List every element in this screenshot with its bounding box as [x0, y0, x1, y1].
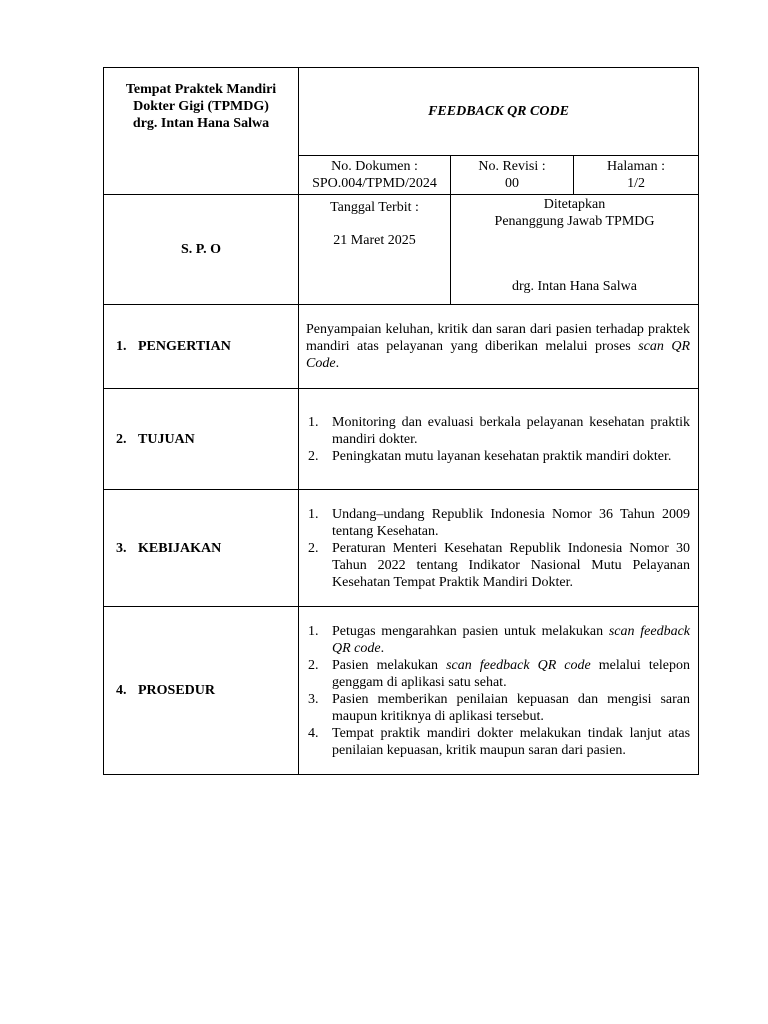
prosedur-content-cell: [299, 607, 699, 775]
spo-label-cell: [104, 195, 299, 305]
ditetapkan-label: Ditetapkan: [543, 197, 606, 212]
list-item: 1. Petugas mengarahkan pasien untuk melakukan scan feedback QR code.: [308, 623, 691, 656]
signer-name: drg. Intan Hana Salwa: [512, 279, 637, 294]
section-number: 4.: [116, 683, 127, 698]
list-item: 3. Pasien memberikan penilaian kepuasan dan mengisi saran maupun kritiknya di aplikasi tersebut.: [308, 691, 691, 724]
spo-document-table: [103, 67, 699, 775]
no-dokumen-value: SPO.004/TPMD/2024: [312, 176, 437, 191]
organization-name-cell: [104, 68, 299, 195]
section-number: 1.: [116, 339, 127, 354]
no-revisi-cell: [451, 156, 574, 195]
no-revisi-label: No. Revisi :: [478, 159, 546, 174]
tanggal-terbit-value: 21 Maret 2025: [333, 233, 416, 248]
list-item: 2. Pasien melakukan scan feedback QR code melalui telepon genggam di aplikasi satu sehat.: [308, 657, 691, 690]
tujuan-list: [306, 414, 690, 465]
section-title-prosedur: PROSEDUR: [138, 683, 216, 698]
org-line-3: drg. Intan Hana Salwa: [132, 115, 270, 131]
section-title-kebijakan: KEBIJAKAN: [138, 540, 222, 556]
no-dokumen-label: No. Dokumen :: [331, 159, 418, 174]
list-item: 2. Peraturan Menteri Kesehatan Republik Indonesia Nomor 30 Tahun 2022 tentang Indikator Nasional Mutu Pelayanan Kesehatan Tempat Praktik Mandiri Dokter.: [308, 540, 691, 590]
list-item: 2. Peningkatan mutu layanan kesehatan praktik mandiri dokter.: [308, 448, 672, 464]
spo-label: S. P. O: [181, 242, 221, 257]
tanggal-terbit-cell: [299, 195, 451, 305]
halaman-value: 1/2: [627, 176, 645, 191]
no-revisi-value: 00: [505, 176, 519, 191]
section-number: 3.: [116, 540, 127, 556]
kebijakan-list: [306, 506, 690, 591]
section-title-tujuan: TUJUAN: [138, 431, 195, 447]
kebijakan-label-cell: [104, 490, 299, 607]
tujuan-content-cell: [299, 389, 699, 490]
list-item: 1. Undang–undang Republik Indonesia Nomor 36 Tahun 2009 tentang Kesehatan.: [308, 506, 691, 539]
tujuan-label-cell: [104, 389, 299, 490]
penanggung-jawab-label: Penanggung Jawab TPMDG: [494, 214, 655, 229]
list-item: 4. Tempat praktik mandiri dokter melakukan tindak lanjut atas penilaian kepuasan, kritik maupun saran dari pasien.: [308, 725, 691, 758]
section-title-pengertian: PENGERTIAN: [138, 339, 231, 354]
ditetapkan-cell: [451, 195, 699, 305]
kebijakan-content-cell: [299, 490, 699, 607]
document-title: FEEDBACK QR CODE: [428, 104, 569, 119]
list-item: 1. Monitoring dan evaluasi berkala pelayanan kesehatan praktik mandiri dokter.: [308, 414, 691, 447]
prosedur-label-cell: [104, 607, 299, 775]
pengertian-label-cell: [104, 305, 299, 389]
halaman-label: Halaman :: [607, 159, 665, 174]
no-dokumen-cell: [299, 156, 451, 195]
document-title-cell: [299, 68, 699, 156]
org-line-1: Tempat Praktek Mandiri: [125, 81, 277, 97]
org-line-2: Dokter Gigi (TPMDG): [133, 98, 269, 114]
pengertian-content-cell: [299, 305, 699, 389]
prosedur-list: [306, 623, 690, 759]
section-number: 2.: [116, 431, 127, 447]
tanggal-terbit-label: Tanggal Terbit :: [330, 200, 419, 215]
pengertian-text: Penyampaian keluhan, kritik dan saran dari pasien terhadap praktek mandiri atas pelayanan yang diberikan melalui proses scan QR Code.: [306, 322, 691, 371]
halaman-cell: [574, 156, 699, 195]
